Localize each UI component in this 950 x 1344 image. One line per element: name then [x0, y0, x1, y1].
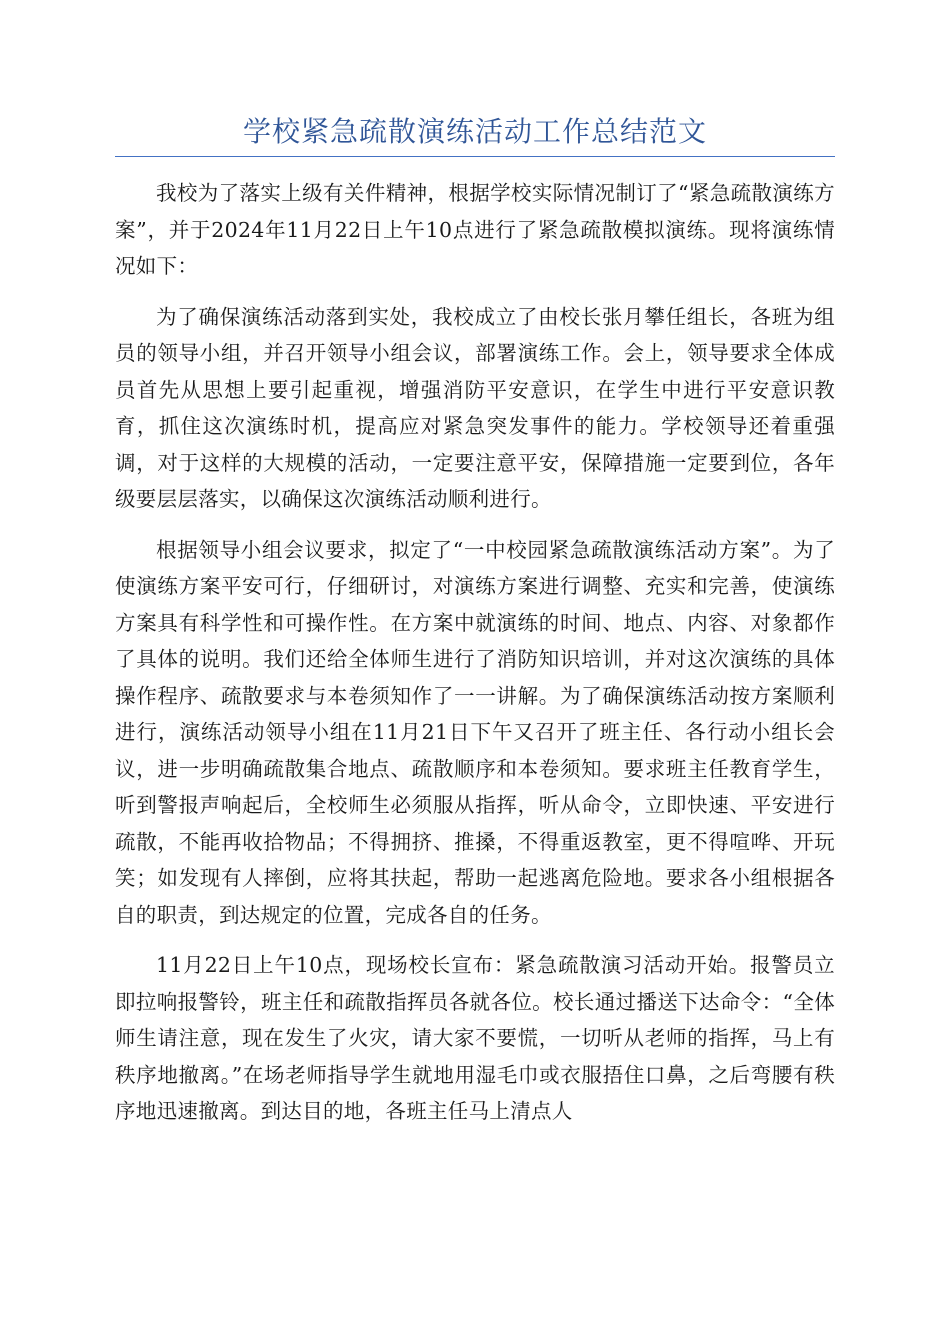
title-block	[115, 112, 835, 157]
paragraph-leadership: 为了确保演练活动落到实处，我校成立了由校长张月攀任组长，各班为组员的领导小组，并召开领导小组会议，部署演练工作。会上，领导要求全体成员首先从思想上要引起重视，增强消防平安意识，在学生中进行平安意识教育，抓住这次演练时机，提高应对紧急突发事件的能力。学校领导还着重强调，对于这样的大规模的活动，一定要注意平安，保障措施一定要到位，各年级要层层落实，以确保这次演练活动顺利进行。	[115, 304, 835, 511]
paragraph-intro: 我校为了落实上级有关件精神，根据学校实际情况制订了“紧急疏散演练方案”，并于2024年11月22日上午10点进行了紧急疏散模拟演练。现将演练情况如下：	[115, 181, 835, 278]
document-title: 学校紧急疏散演练活动工作总结范文	[242, 115, 707, 148]
document-body	[115, 175, 835, 1144]
paragraph-drill: 11月22日上午10点，现场校长宣布：紧急疏散演习活动开始。报警员立即拉响报警铃，班主任和疏散指挥员各就各位。校长通过播送下达命令：“全体师生请注意，现在发生了火灾，请大家不要慌，一切听从老师的指挥，马上有秩序地撤离。”在场老师指导学生就地用湿毛巾或衣服捂住口鼻，之后弯腰有秩序地迅速撤离。到达目的地，各班主任马上清点人	[115, 953, 835, 1123]
paragraph-plan: 根据领导小组会议要求，拟定了“一中校园紧急疏散演练活动方案”。为了使演练方案平安可行，仔细研讨，对演练方案进行调整、充实和完善，使演练方案具有科学性和可操作性。在方案中就演练的时间、地点、内容、对象都作了具体的说明。我们还给全体师生进行了消防知识培训，并对这次演练的具体操作程序、疏散要求与本卷须知作了一一讲解。为了确保演练活动按方案顺利进行，演练活动领导小组在11月21日下午又召开了班主任、各行动小组长会议，进一步明确疏散集合地点、疏散顺序和本卷须知。要求班主任教育学生，听到警报声响起后，全校师生必须服从指挥，听从命令，立即快速、平安进行疏散，不能再收拾物品；不得拥挤、推搡，不得重返教室，更不得喧哗、开玩笑；如发现有人摔倒，应将其扶起，帮助一起逃离危险地。要求各小组根据各自的职责，到达规定的位置，完成各自的任务。	[115, 537, 835, 927]
